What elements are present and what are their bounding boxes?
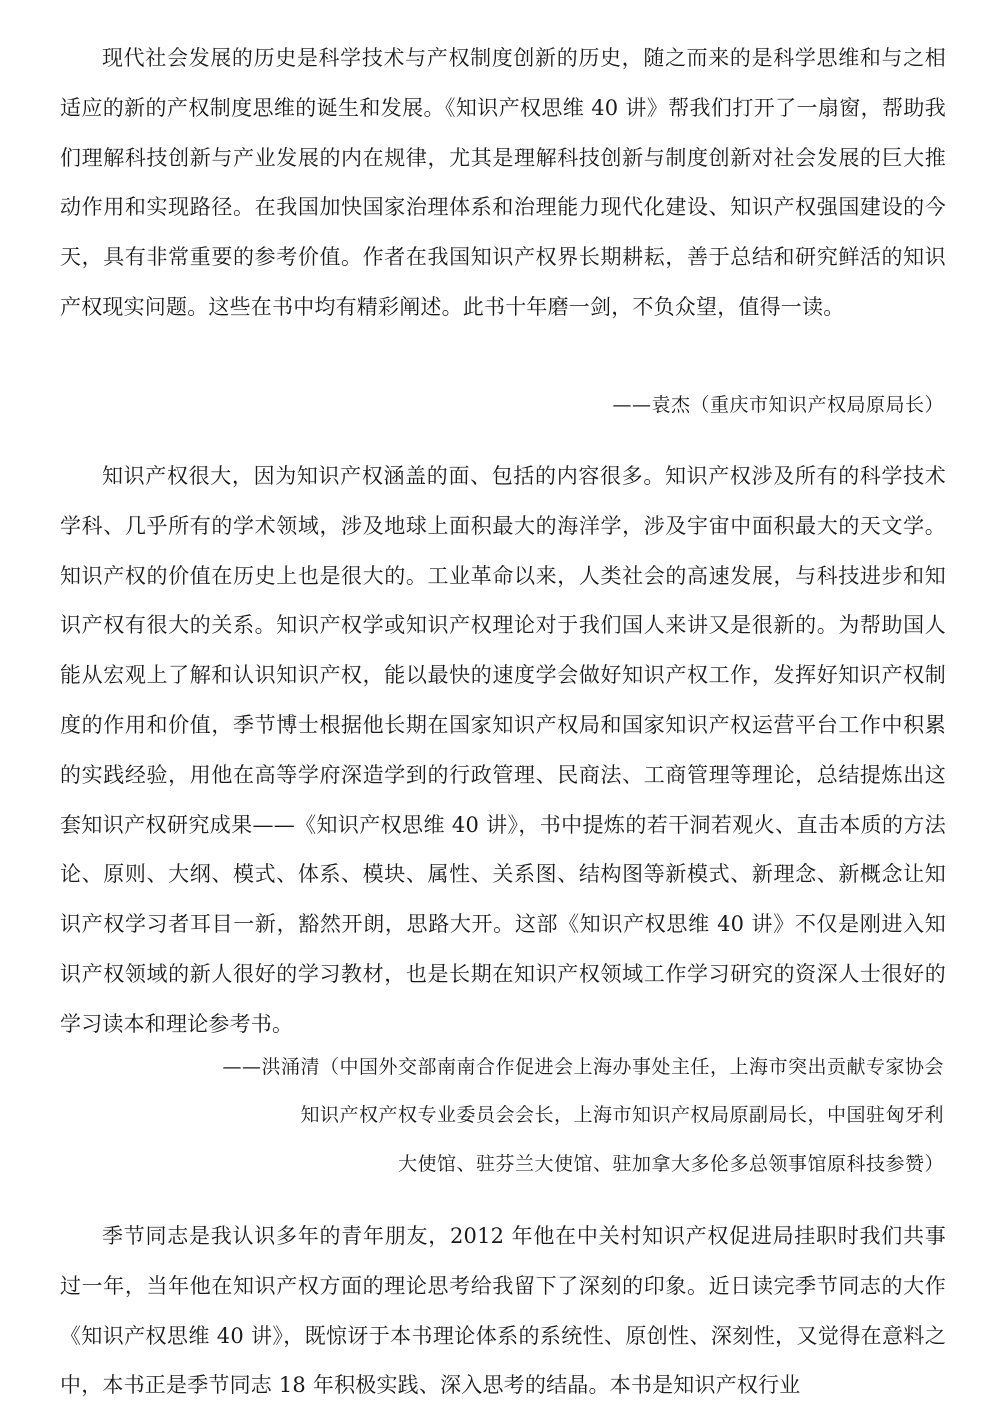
endorsement-paragraph-2: 知识产权很大，因为知识产权涵盖的面、包括的内容很多。知识产权涉及所有的科学技术学科、几乎所有的学术领域，涉及地球上面积最大的海洋学，涉及宇宙中面积最大的天文学。知识产权的价值在历史上也是很大的。工业革命以来，人类社会的高速发展，与科技进步和知识产权有很大的关系。知识产权学或知识产权理论对于我们国人来讲又是很新的。为帮助国人能从宏观上了解和认识知识产权，能以最快的速度学会做好知识产权工作，发挥好知识产权制度的作用和价值，季节博士根据他长期在国家知识产权局和国家知识产权运营平台工作中积累的实践经验，用他在高等学府深造学到的行政管理、民商法、工商管理等理论，总结提炼出这套知识产权研究成果——《知识产权思维 40 讲》，书中提炼的若干洞若观火、直击本质的方法论、原则、大纲、模式、体系、模块、属性、关系图、结构图等新模式、新理念、新概念让知识产权学习者耳目一新，豁然开朗，思路大开。这部《知识产权思维 40 讲》不仅是刚进入知识产权领域的新人很好的学习教材，也是长期在知识产权领域工作学习研究的资深人士很好的学习读本和理论参考书。 <box>60 464 946 1036</box>
endorsement-attribution-1: ——袁杰（重庆市知识产权局原局长） <box>612 394 944 416</box>
endorsement-paragraph-1: 现代社会发展的历史是科学技术与产权制度创新的历史，随之而来的是科学思维和与之相适应的新的产权制度思维的诞生和发展。《知识产权思维 40 讲》帮我们打开了一扇窗，帮助我们理解科技创新与产业发展的内在规律，尤其是理解科技创新与制度创新对社会发展的巨大推动作用和实现路径。在我国加快国家治理体系和治理能力现代化建设、知识产权强国建设的今天，具有非常重要的参考价值。作者在我国知识产权界长期耕耘，善于总结和研究鲜活的知识产权现实问题。这些在书中均有精彩阐述。此书十年磨一剑，不负众望，值得一读。 <box>60 46 946 319</box>
endorsement-paragraph-3: 季节同志是我认识多年的青年朋友，2012 年他在中关村知识产权促进局挂职时我们共事过一年，当年他在知识产权方面的理论思考给我留下了深刻的印象。近日读完季节同志的大作《知识产权思维 40 讲》，既惊讶于本书理论体系的系统性、原创性、深刻性，又觉得在意料之中，本书正是季节同志 18 年积极实践、深入思考的结晶。本书是知识产权行业 <box>60 1224 946 1398</box>
endorsement-attribution-2-line-3: 大使馆、驻芬兰大使馆、驻加拿大多伦多总领事馆原科技参赞） <box>397 1153 944 1175</box>
endorsement-attribution-2-line-2: 知识产权产权专业委员会会长，上海市知识产权局原副局长，中国驻匈牙利 <box>300 1104 944 1126</box>
endorsement-attribution-2-line-1: ——洪涌清（中国外交部南南合作促进会上海办事处主任，上海市突出贡献专家协会 <box>222 1056 944 1078</box>
